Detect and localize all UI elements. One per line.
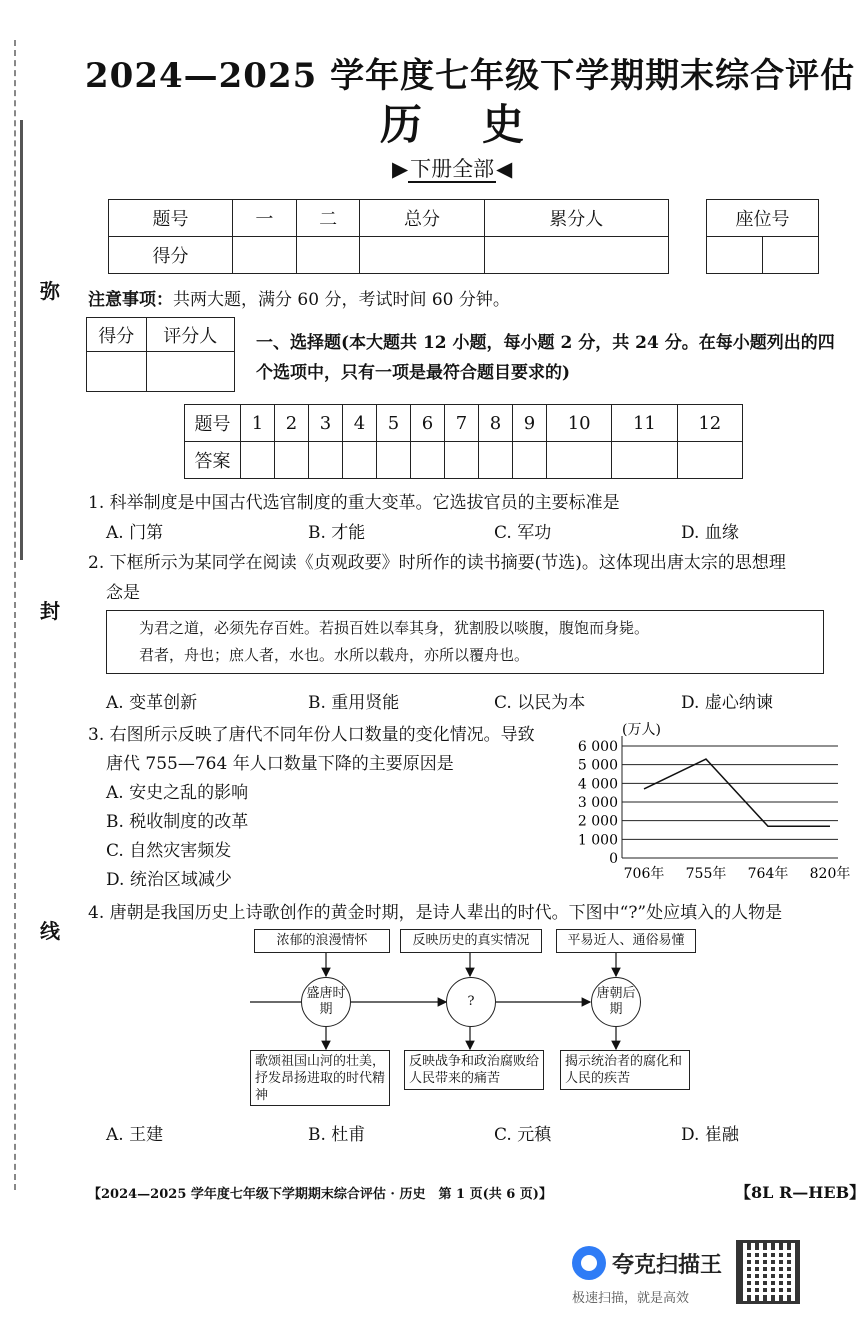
notice: 注意事项：共两大题，满分 60 分，考试时间 60 分钟。	[88, 290, 510, 310]
answer-cell-2	[275, 442, 309, 479]
page-footer: 【2024—2025 学年度七年级下学期期末综合评估 · 历史 第 1 页(共 6 页)】	[88, 1187, 552, 1202]
answer-num-8: 8	[479, 405, 513, 442]
score-row-label: 得分	[109, 237, 233, 274]
volume-label: ▶下册全部◀	[392, 157, 513, 181]
paper-code: 【8L R—HEB】	[735, 1183, 866, 1202]
binding-char-mi: 弥	[40, 279, 60, 303]
q4-top-box-1: 浓郁的浪漫情怀	[254, 929, 390, 953]
q4-option-a: A. 王建	[106, 1125, 164, 1145]
answer-cell-1	[241, 442, 275, 479]
answer-num-1: 1	[241, 405, 275, 442]
q4-top-box-2: 反映历史的真实情况	[400, 929, 542, 953]
answer-cell-3	[309, 442, 343, 479]
q1-stem: 1. 科举制度是中国古代选官制度的重大变革。它选拔官员的主要标准是	[88, 493, 620, 513]
q3-option-d: D. 统治区域减少	[106, 870, 232, 890]
q4-option-d: D. 崔融	[681, 1125, 739, 1145]
chart-ytick-label: 1 000	[577, 832, 618, 849]
answer-num-4: 4	[343, 405, 377, 442]
chart-xtick-label: 755年	[685, 866, 727, 882]
binding-bar	[20, 120, 23, 560]
exam-title: 2024—2025 学年度七年级下学期期末综合评估	[85, 56, 856, 96]
q4-option-c: C. 元稹	[494, 1125, 552, 1145]
chart-xtick-label: 764年	[747, 866, 789, 882]
answer-table	[184, 404, 743, 479]
binding-char-xian: 线	[40, 919, 60, 943]
q4-stem: 4. 唐朝是我国历史上诗歌创作的黄金时期，是诗人辈出的时代。下图中“?”处应填入的人物是	[88, 903, 783, 923]
q3-stem: 3. 右图所示反映了唐代不同年份人口数量的变化情况。导致	[88, 725, 535, 745]
binding-margin	[14, 40, 38, 1190]
q2-quote-line: 君者，舟也；庶人者，水也。水所以载舟，亦所以覆舟也。	[139, 646, 530, 664]
answer-num-2: 2	[275, 405, 309, 442]
q2-quote-line: 为君之道，必须先存百姓。若损百姓以奉其身，犹割股以啖腹，腹饱而身毙。	[139, 619, 650, 637]
q1-option-a: A. 门第	[106, 523, 164, 543]
q2-stem-cont: 念是	[106, 583, 140, 603]
grader-score-label: 得分	[87, 318, 147, 352]
q3-stem-cont: 唐代 755—764 年人口数量下降的主要原因是	[106, 754, 454, 774]
scanner-logo-icon	[572, 1246, 606, 1280]
q3-option-a: A. 安史之乱的影响	[106, 783, 249, 803]
population-chart	[570, 716, 850, 884]
chart-ytick-label: 5 000	[577, 757, 618, 774]
answer-num-10: 10	[547, 405, 612, 442]
answer-num-7: 7	[445, 405, 479, 442]
score-cell	[233, 237, 297, 274]
qr-code-icon	[736, 1240, 800, 1304]
answer-num-11: 11	[612, 405, 677, 442]
chart-ytick-label: 4 000	[577, 776, 618, 793]
seat-cell	[763, 237, 819, 274]
score-cell	[360, 237, 484, 274]
score-table	[108, 199, 669, 274]
score-cell	[484, 237, 668, 274]
q3-option-c: C. 自然灾害频发	[106, 841, 232, 861]
seat-table	[706, 199, 819, 274]
q4-bottom-box-2: 反映战争和政治腐败给人民带来的痛苦	[404, 1050, 544, 1090]
q4-option-b: B. 杜甫	[308, 1125, 366, 1145]
score-table-header: 一	[233, 200, 297, 237]
q2-option-c: C. 以民为本	[494, 693, 586, 713]
q1-option-d: D. 血缘	[681, 523, 739, 543]
chart-xtick-label: 820年	[809, 866, 850, 882]
q2-stem: 2. 下框所示为某同学在阅读《贞观政要》时所作的读书摘要(节选)。这体现出唐太宗的思想理	[88, 553, 786, 573]
seat-label: 座位号	[707, 200, 819, 237]
q4-circle-1: 盛唐时期	[301, 977, 351, 1027]
answer-num-5: 5	[377, 405, 411, 442]
answer-cell-7	[445, 442, 479, 479]
q1-option-c: C. 军功	[494, 523, 552, 543]
binding-char-feng: 封	[40, 599, 60, 623]
chart-ytick-label: 6 000	[577, 739, 618, 755]
answer-cell-11	[612, 442, 677, 479]
q2-option-a: A. 变革创新	[106, 693, 198, 713]
q3-option-b: B. 税收制度的改革	[106, 812, 249, 832]
q4-top-box-3: 平易近人、通俗易懂	[556, 929, 696, 953]
chart-xtick-label: 706年	[623, 866, 665, 882]
answer-num-6: 6	[411, 405, 445, 442]
answer-cell-12	[677, 442, 742, 479]
q2-quote-box	[106, 610, 824, 674]
subject-title: 历史	[380, 100, 585, 149]
answer-cell-10	[547, 442, 612, 479]
chart-ytick-label: 3 000	[577, 795, 618, 811]
q4-bottom-box-1: 歌颂祖国山河的壮美，抒发昂扬进取的时代精神	[250, 1050, 390, 1106]
answer-cell-8	[479, 442, 513, 479]
grader-cell	[87, 352, 147, 392]
answer-cell-4	[343, 442, 377, 479]
q2-option-d: D. 虚心纳谏	[681, 693, 773, 713]
answer-cell-6	[411, 442, 445, 479]
q4-circle-3: 唐朝后期	[591, 977, 641, 1027]
grader-cell	[146, 352, 234, 392]
answer-cell-5	[377, 442, 411, 479]
q1-option-b: B. 才能	[308, 523, 366, 543]
grader-name-label: 评分人	[146, 318, 234, 352]
answer-num-3: 3	[309, 405, 343, 442]
scanner-slogan: 极速扫描，就是高效	[572, 1291, 690, 1306]
score-table-header: 总分	[360, 200, 484, 237]
chart-ylabel: (万人)	[622, 722, 661, 738]
q4-diagram	[250, 926, 700, 1111]
q4-circle-2: ?	[446, 977, 496, 1027]
chart-ytick-label: 2 000	[577, 813, 618, 830]
seat-cell	[707, 237, 763, 274]
scanner-brand: 夸克扫描王	[612, 1253, 723, 1278]
section-1-instructions: 一、选择题(本大题共 12 小题，每小题 2 分，共 24 分。在每小题列出的四个选项中，只有一项是最符合题目要求的)	[256, 333, 835, 383]
score-table-header: 二	[296, 200, 360, 237]
answer-cell-9	[513, 442, 547, 479]
score-cell	[296, 237, 360, 274]
q4-bottom-box-3: 揭示统治者的腐化和人民的疾苦	[560, 1050, 690, 1090]
answer-num-9: 9	[513, 405, 547, 442]
answer-num-12: 12	[677, 405, 742, 442]
score-table-header: 题号	[109, 200, 233, 237]
population-series-line	[644, 759, 830, 826]
chart-ytick-label: 0	[609, 851, 618, 867]
grader-table	[86, 317, 235, 392]
score-table-header: 累分人	[484, 200, 668, 237]
q2-option-b: B. 重用贤能	[308, 693, 400, 713]
answer-table-ans-label: 答案	[185, 442, 241, 479]
answer-table-num-label: 题号	[185, 405, 241, 442]
